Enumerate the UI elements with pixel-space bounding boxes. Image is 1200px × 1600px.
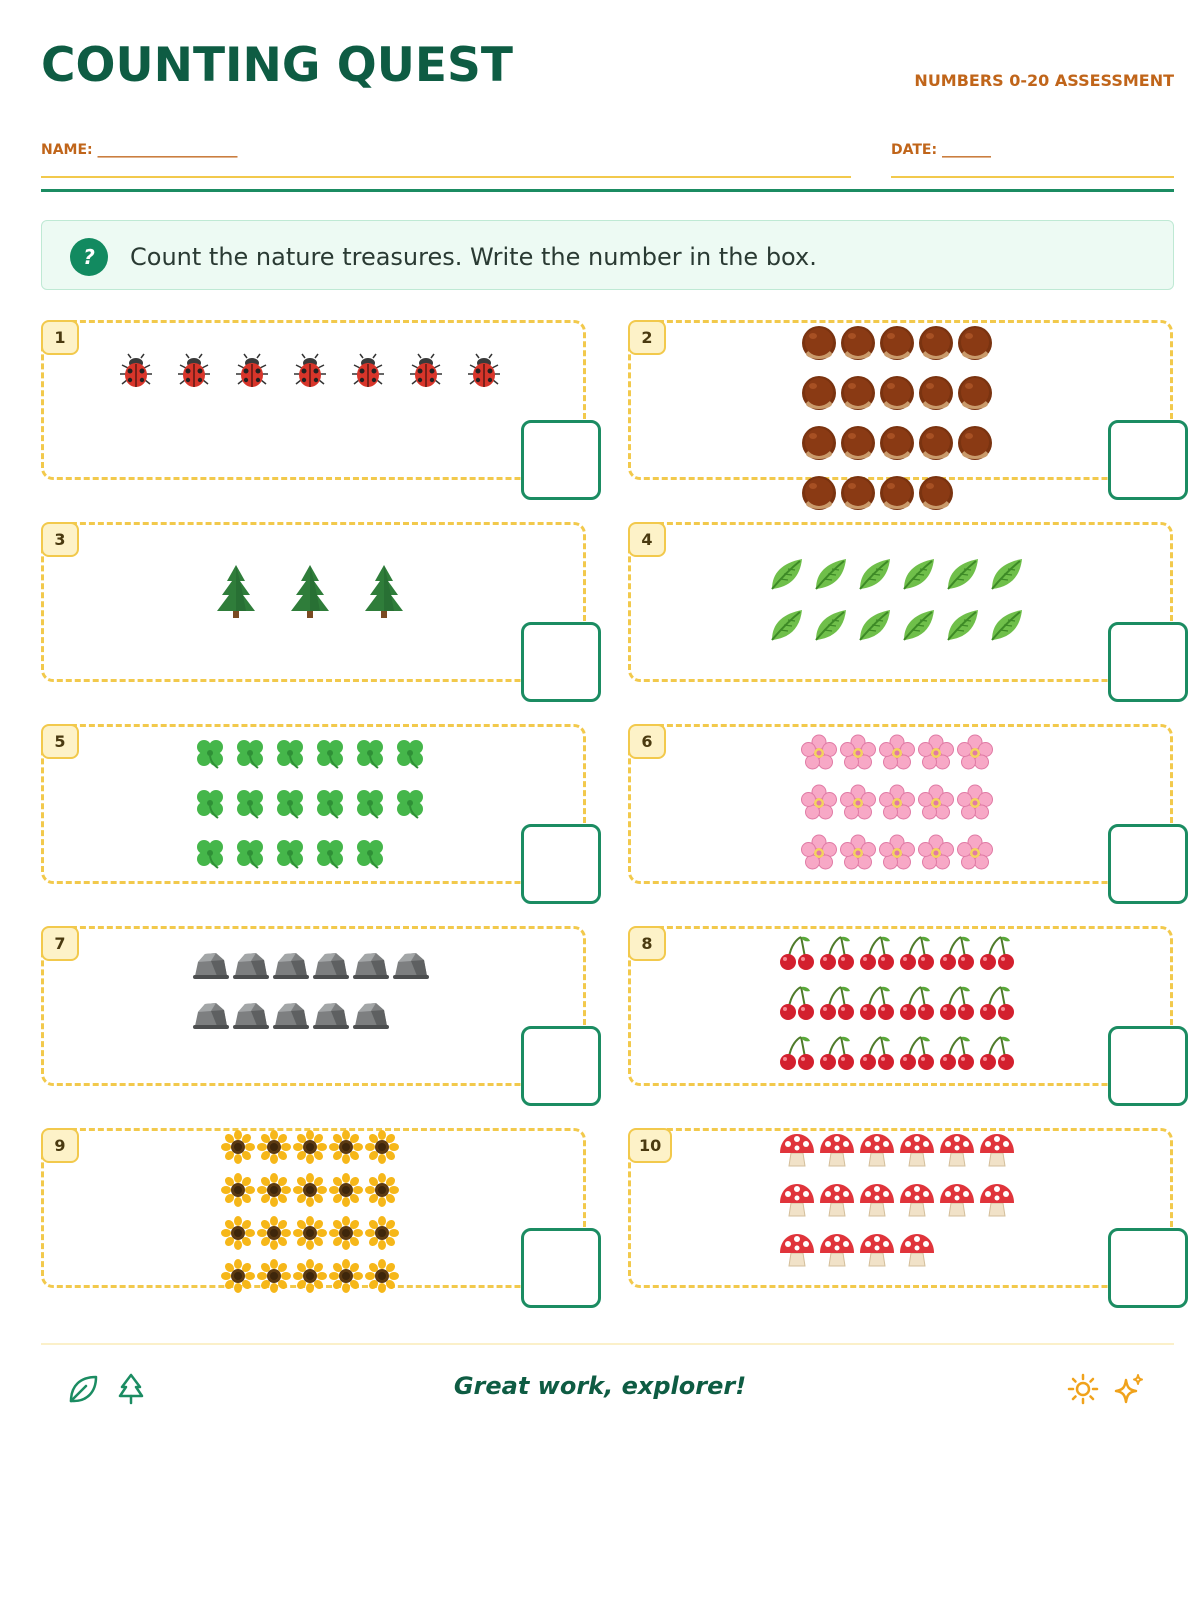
mushroom-icon — [897, 1225, 937, 1275]
chestnut-icon — [877, 368, 916, 418]
sunflower-icon — [328, 1254, 364, 1297]
mushroom-icon — [977, 1125, 1017, 1175]
instruction-banner — [41, 220, 1174, 290]
cherries-icon — [977, 978, 1017, 1028]
question-number-badge: 6 — [628, 724, 666, 759]
count-items-group — [777, 1125, 1017, 1275]
leaf-icon — [765, 599, 809, 650]
cherries-icon — [937, 978, 977, 1028]
sunflower-icon — [292, 1125, 328, 1168]
cherry-blossom-icon — [916, 728, 955, 778]
leaf-icon — [985, 548, 1029, 599]
chestnut-icon — [916, 318, 955, 368]
cherries-icon — [817, 1028, 857, 1078]
assessment-subtitle: NUMBERS 0-20 ASSESSMENT — [914, 71, 1174, 90]
four-leaf-clover-icon — [230, 728, 270, 778]
sunflower-icon — [220, 1211, 256, 1254]
ladybug-icon — [397, 345, 455, 397]
four-leaf-clover-icon — [270, 778, 310, 828]
answer-box[interactable] — [1108, 1026, 1188, 1106]
sunflower-icon — [256, 1168, 292, 1211]
sunflower-icon — [328, 1211, 364, 1254]
count-items-group — [765, 548, 1029, 650]
ladybug-icon — [107, 345, 165, 397]
date-field[interactable] — [891, 134, 1174, 178]
question-number-badge: 1 — [41, 320, 79, 355]
count-items-group — [799, 318, 994, 518]
cherries-icon — [897, 978, 937, 1028]
chestnut-icon — [955, 368, 994, 418]
chestnut-icon — [799, 468, 838, 518]
mushroom-icon — [777, 1225, 817, 1275]
ladybug-icon — [165, 345, 223, 397]
four-leaf-clover-icon — [190, 728, 230, 778]
mushroom-icon — [857, 1125, 897, 1175]
chestnut-icon — [955, 418, 994, 468]
rock-icon — [350, 990, 390, 1040]
answer-box[interactable] — [521, 824, 601, 904]
sunflower-icon — [256, 1211, 292, 1254]
chestnut-icon — [877, 318, 916, 368]
chestnut-icon — [799, 368, 838, 418]
header — [41, 38, 1174, 98]
rock-icon — [270, 990, 310, 1040]
count-items-group — [777, 928, 1017, 1078]
student-info-fields — [41, 134, 1174, 178]
sunflower-icon — [220, 1125, 256, 1168]
cherries-icon — [857, 928, 897, 978]
leaf-icon — [985, 599, 1029, 650]
ladybug-icon — [223, 345, 281, 397]
sunflower-icon — [328, 1168, 364, 1211]
sunflower-icon — [328, 1125, 364, 1168]
cherry-blossom-icon — [799, 778, 838, 828]
four-leaf-clover-icon — [350, 778, 390, 828]
leaf-icon — [765, 548, 809, 599]
evergreen-tree-icon — [347, 560, 421, 624]
question-number-badge: 9 — [41, 1128, 79, 1163]
rock-icon — [310, 940, 350, 990]
chestnut-icon — [838, 418, 877, 468]
chestnut-icon — [916, 418, 955, 468]
leaf-icon — [809, 599, 853, 650]
sunflower-icon — [256, 1254, 292, 1297]
cherries-icon — [777, 928, 817, 978]
chestnut-icon — [916, 368, 955, 418]
mushroom-icon — [897, 1125, 937, 1175]
rock-icon — [190, 990, 230, 1040]
cherry-blossom-icon — [955, 728, 994, 778]
chestnut-icon — [799, 418, 838, 468]
mushroom-icon — [817, 1125, 857, 1175]
four-leaf-clover-icon — [230, 828, 270, 878]
leaf-icon — [897, 599, 941, 650]
cherry-blossom-icon — [955, 828, 994, 878]
mushroom-icon — [817, 1175, 857, 1225]
cherries-icon — [977, 928, 1017, 978]
sunflower-icon — [256, 1125, 292, 1168]
answer-box[interactable] — [1108, 622, 1188, 702]
sunflower-icon — [364, 1211, 400, 1254]
four-leaf-clover-icon — [350, 828, 390, 878]
cherry-blossom-icon — [838, 828, 877, 878]
chestnut-icon — [799, 318, 838, 368]
evergreen-tree-icon — [199, 560, 273, 624]
rock-icon — [310, 990, 350, 1040]
header-divider — [41, 189, 1174, 192]
cherries-icon — [937, 1028, 977, 1078]
cherry-blossom-icon — [916, 828, 955, 878]
answer-box[interactable] — [1108, 420, 1188, 500]
sun-icon — [1066, 1372, 1100, 1406]
cherries-icon — [897, 928, 937, 978]
four-leaf-clover-icon — [190, 828, 230, 878]
date-label: DATE: _______ — [891, 142, 991, 158]
four-leaf-clover-icon — [310, 778, 350, 828]
sunflower-icon — [292, 1168, 328, 1211]
mushroom-icon — [777, 1175, 817, 1225]
leaf-icon — [809, 548, 853, 599]
sunflower-icon — [220, 1254, 256, 1297]
count-items-group — [107, 345, 513, 397]
mushroom-icon — [857, 1175, 897, 1225]
cherries-icon — [897, 1028, 937, 1078]
answer-box[interactable] — [521, 1228, 601, 1308]
sunflower-icon — [364, 1254, 400, 1297]
cherry-blossom-icon — [955, 778, 994, 828]
cherries-icon — [977, 1028, 1017, 1078]
answer-box[interactable] — [521, 1026, 601, 1106]
rock-icon — [350, 940, 390, 990]
name-field[interactable] — [41, 134, 851, 178]
question-number-badge: 3 — [41, 522, 79, 557]
mushroom-icon — [857, 1225, 897, 1275]
leaf-icon — [853, 548, 897, 599]
cherries-icon — [817, 928, 857, 978]
sunflower-icon — [364, 1168, 400, 1211]
instruction-text: Count the nature treasures. Write the number in the box. — [130, 243, 817, 271]
question-number-badge: 7 — [41, 926, 79, 961]
evergreen-tree-icon — [273, 560, 347, 624]
question-icon: ? — [70, 238, 108, 276]
chestnut-icon — [838, 368, 877, 418]
question-card — [41, 320, 586, 480]
cherry-blossom-icon — [877, 728, 916, 778]
name-label: NAME: ____________________ — [41, 142, 238, 158]
cherry-blossom-icon — [799, 828, 838, 878]
sparkles-icon — [1112, 1372, 1146, 1406]
four-leaf-clover-icon — [390, 728, 430, 778]
leaf-icon — [941, 599, 985, 650]
question-number-badge: 2 — [628, 320, 666, 355]
question-number-badge: 4 — [628, 522, 666, 557]
chestnut-icon — [838, 468, 877, 518]
four-leaf-clover-icon — [310, 828, 350, 878]
chestnut-icon — [838, 318, 877, 368]
mushroom-icon — [937, 1125, 977, 1175]
count-items-group — [220, 1125, 400, 1297]
leaf-icon — [941, 548, 985, 599]
cherry-blossom-icon — [916, 778, 955, 828]
sunflower-icon — [364, 1125, 400, 1168]
question-number-badge: 8 — [628, 926, 666, 961]
cherries-icon — [857, 1028, 897, 1078]
ladybug-icon — [281, 345, 339, 397]
four-leaf-clover-icon — [310, 728, 350, 778]
cherries-icon — [937, 928, 977, 978]
question-number-badge: 5 — [41, 724, 79, 759]
rock-icon — [230, 990, 270, 1040]
mushroom-icon — [977, 1175, 1017, 1225]
four-leaf-clover-icon — [350, 728, 390, 778]
cherry-blossom-icon — [799, 728, 838, 778]
count-items-group — [199, 560, 421, 624]
ladybug-icon — [455, 345, 513, 397]
cherries-icon — [777, 1028, 817, 1078]
footer-message: Great work, explorer! — [453, 1372, 747, 1400]
mushroom-icon — [817, 1225, 857, 1275]
cherry-blossom-icon — [877, 778, 916, 828]
cherries-icon — [777, 978, 817, 1028]
answer-box[interactable] — [1108, 824, 1188, 904]
four-leaf-clover-icon — [390, 778, 430, 828]
four-leaf-clover-icon — [270, 828, 310, 878]
cherries-icon — [817, 978, 857, 1028]
sunflower-icon — [220, 1168, 256, 1211]
four-leaf-clover-icon — [230, 778, 270, 828]
mushroom-icon — [937, 1175, 977, 1225]
page-title: COUNTING QUEST — [41, 38, 513, 93]
cherry-blossom-icon — [838, 778, 877, 828]
count-items-group — [190, 728, 430, 878]
leaf-icon — [897, 548, 941, 599]
chestnut-icon — [877, 468, 916, 518]
ladybug-icon — [339, 345, 397, 397]
count-items-group — [190, 940, 430, 1040]
rock-icon — [270, 940, 310, 990]
chestnut-icon — [877, 418, 916, 468]
answer-box[interactable] — [521, 420, 601, 500]
mushroom-icon — [777, 1125, 817, 1175]
leaf-icon — [853, 599, 897, 650]
chestnut-icon — [955, 318, 994, 368]
chestnut-icon — [916, 468, 955, 518]
rock-icon — [390, 940, 430, 990]
answer-box[interactable] — [521, 622, 601, 702]
four-leaf-clover-icon — [190, 778, 230, 828]
answer-box[interactable] — [1108, 1228, 1188, 1308]
sunflower-icon — [292, 1211, 328, 1254]
rock-icon — [190, 940, 230, 990]
cherry-blossom-icon — [838, 728, 877, 778]
sunflower-icon — [292, 1254, 328, 1297]
cherries-icon — [857, 978, 897, 1028]
four-leaf-clover-icon — [270, 728, 310, 778]
rock-icon — [230, 940, 270, 990]
count-items-group — [799, 728, 994, 878]
question-number-badge: 10 — [628, 1128, 672, 1163]
cherry-blossom-icon — [877, 828, 916, 878]
mushroom-icon — [897, 1175, 937, 1225]
footer-divider — [41, 1343, 1174, 1345]
